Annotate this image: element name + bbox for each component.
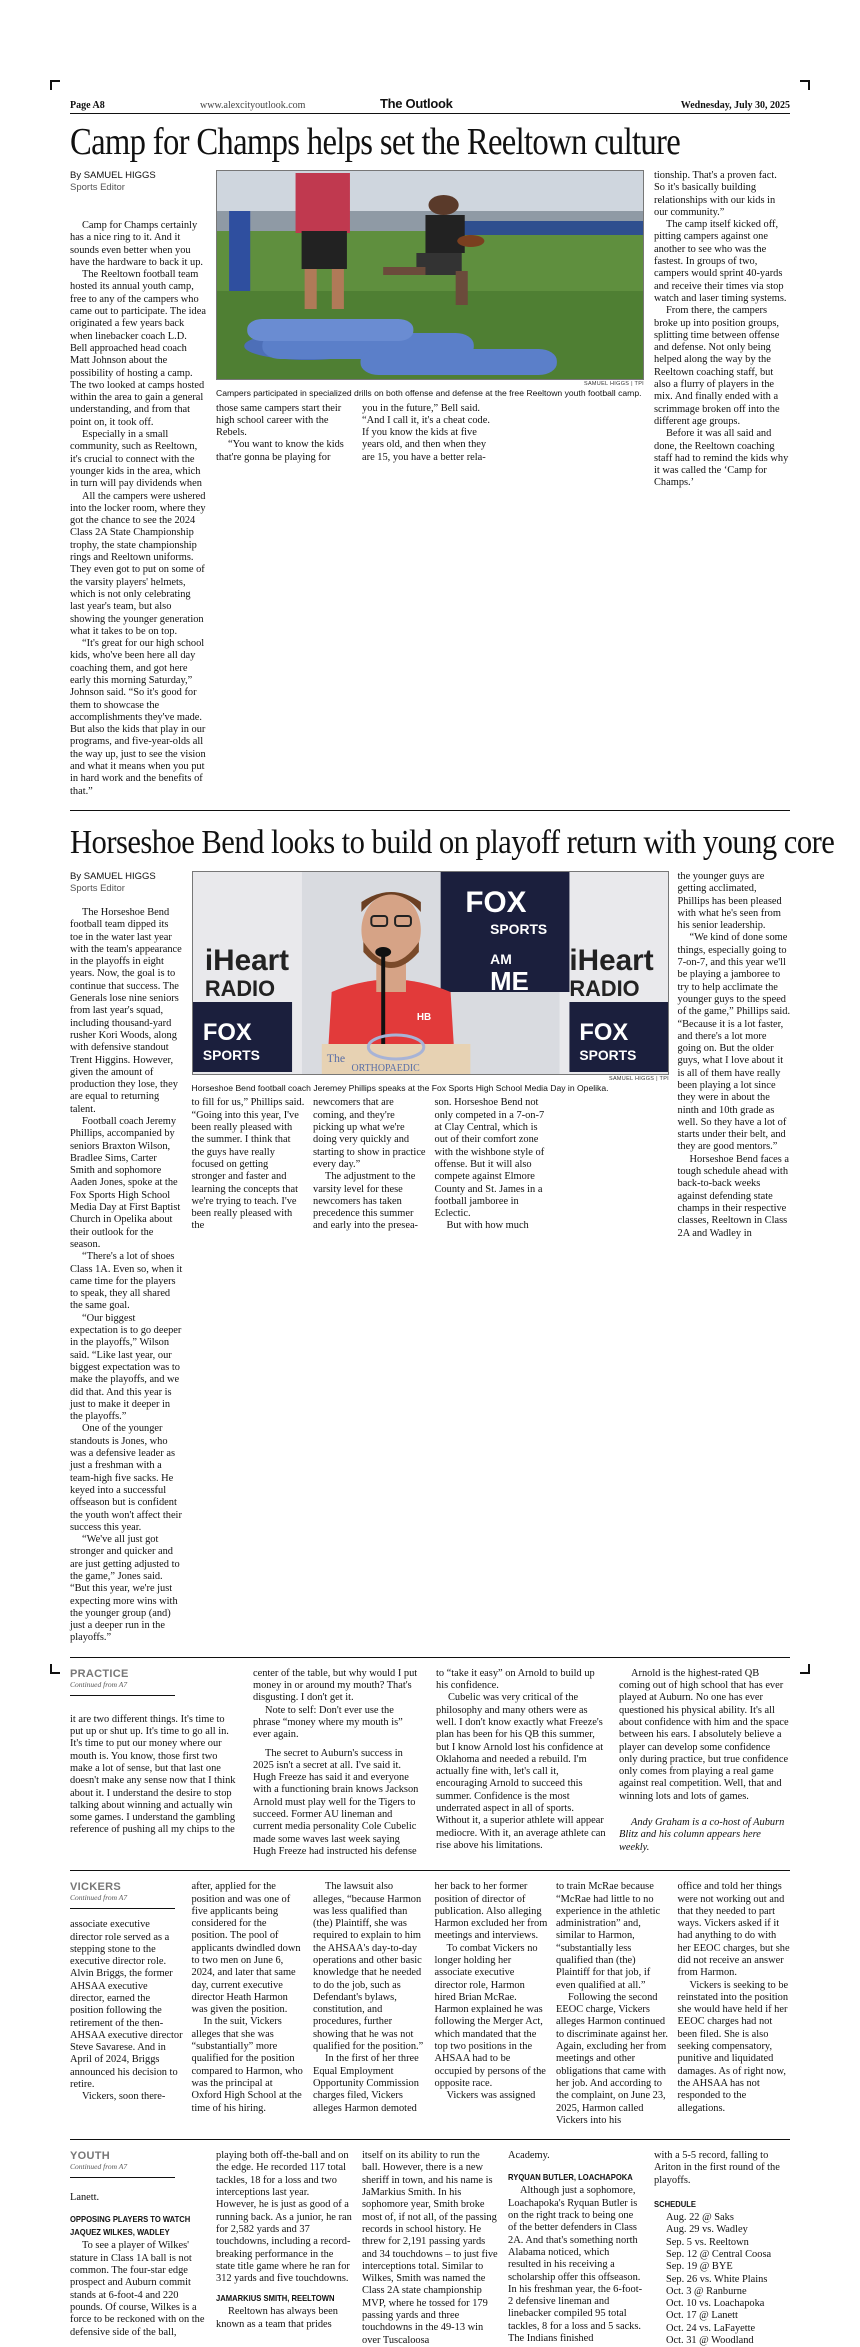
paragraph: But with how much (446, 1220, 529, 1232)
iheart-sign-right: iHeart (568, 943, 654, 977)
photo-caption: Horseshoe Bend football coach Jeremey Phillips speaks at the Fox Sports High School Media Day in Opelika. (191, 1082, 609, 1093)
vickers-column-1 (70, 1881, 183, 2127)
author-tagline: Andy Graham is a co-host of Auburn Blitz and his column appears here weekly. (619, 1817, 785, 1853)
jump-continued: Continued from A7 (70, 1679, 128, 1689)
paragraph: One of the younger standouts is Jones, who was a defensive leader as just a freshman with a team-high five sacks. He keyed into a successful offseason but is confident the youth won't affect their success this year. (70, 1423, 182, 1533)
story-camp (70, 120, 790, 798)
headline-camp: Camp for Champs helps set the Reeltown culture (70, 121, 681, 163)
schedule-heading: SCHEDULE (654, 2199, 696, 2210)
hb-column-6 (70, 1264, 183, 1645)
schedule-item: Oct. 3 @ Ranburne (666, 2285, 747, 2297)
paragraph: those same campers start their high school career with the Rebels. (216, 402, 342, 439)
paragraph: Arnold is the highest-rated QB coming out of high school that has ever played at Auburn. No one has ever questioned his physical ability. It's all about confidence with him and the space between his ears. I absolutely believe a player can develop some confidence only during practice, but true confidence only comes from playing a real game against real competition. Well, that and winning lots and lots of games. (619, 1667, 789, 1802)
paragraph: her back to her former position of director of publication. Also alleging Harmon excluded her from meetings and interviews. (434, 1881, 548, 1942)
headline-horseshoe-bend: Horseshoe Bend looks to build on playoff return with young core (70, 823, 835, 861)
paragraph: “It's great for our high school kids, who've been here all day coaching them, and got here early this morning Saturday,” Johnson said. “So it's good for them to showcase the accomplishments they've made. But also the kids that play in our programs, and five-year-olds all the way up, just to see the vision and what it means when you put in hard work and the benefits of that.” (70, 638, 206, 797)
practice-column-3 (436, 1668, 606, 1858)
podium-orthopaedic: ORTHOPAEDIC (351, 1062, 420, 1074)
youth-column-4 (508, 2150, 644, 2347)
crop-mark-bottom-left (50, 1664, 60, 1674)
paragraph: Class 1A. Even so, when it came time for the players to speak, they all shared the same goal. (70, 1263, 183, 1312)
me-sign: ME (489, 967, 529, 996)
paragraph: with a 5-5 record, falling to Ariton in the first round of the playoffs. (654, 2150, 780, 2186)
photo-credit: SAMUEL HIGGS | TPI (583, 381, 644, 387)
paragraph: The lawsuit also alleges, “because Harmon was less qualified than (the) Plaintiff, she was required to explain to him the AHSAA's day-to-day operations and other basic knowledge that he needed to do the job, such as Defendant's bylaws, constitution, and procedures, further showing that he was not qualified for the position.” (313, 1881, 424, 2053)
radio-sign-left: RADIO (204, 975, 275, 1001)
schedule-item: Aug. 29 vs. Wadley (666, 2224, 748, 2236)
paragraph: tionship. That's a proven fact. So it's basically building relationships with our kids in our community.” (654, 170, 777, 218)
subhead: JAQUEZ WILKES, WADLEY (70, 2227, 170, 2238)
paragraph: All the campers were ushered into the locker room, where they got the chance to see the 2024 Class 2A State Championship trophy, the state championship rings and Reeltown uniforms. They even got to put on some of the varsity players' helmets, which is not only celebrating last year's team, but also showing the younger generation what it takes to be on top. (70, 490, 206, 637)
jump-continued: Continued from A7 (70, 1893, 128, 1903)
paragraph: “Our biggest expectation is to go deeper in the playoffs,” Wilson said. “Like last year, our biggest expectation was to make the playoffs, and we did that. And this year is just to make it deeper in the playoffs.” (70, 1312, 182, 1423)
schedule-list (654, 2212, 790, 2347)
radio-sign-right: RADIO (568, 975, 640, 1001)
schedule-item: Oct. 24 vs. LaFayette (666, 2322, 756, 2334)
paragraph: In the suit, Vickers alleges that she was “substantially” more qualified for the position compared to Harmon, who was the principal at Oxford High School at the time of his hiring. (191, 2016, 303, 2114)
paragraph: “We kind of done some things, especially going to 7-on-7, and this year we'll be playing a jamboree to try to help acclimate the younger guys to the speed of the game,” Phillips said. “Because it is a lot faster, and there's a lot more going on. But the older guys, what I love about it is all of them have really been playing a lot since they were in about the ninth and 10th grade as well. So they have a lot of starts under their belt, and they are good mentors.” (677, 932, 791, 1153)
camp-column-2 (216, 403, 352, 464)
camp-photo-block (216, 170, 644, 491)
paragraph: to “take it easy” on Arnold to build up his confidence. (436, 1667, 595, 1692)
jump-heading: PRACTICE (70, 1667, 129, 1680)
vickers-column-5 (556, 1881, 669, 2127)
subhead: RYQUAN BUTLER, LOACHAPOKA (508, 2172, 633, 2183)
paragraph: Note to self: Don't ever use the phrase “money where my mouth is” ever again. (253, 1704, 403, 1741)
byline (70, 170, 206, 194)
schedule-item: Aug. 22 @ Saks (666, 2212, 734, 2224)
paragraph: Following the second EEOC charge, Vickers alleges Harmon continued to discriminate against her. Again, excluding her from meetings and other obligations that came with her job. And according to the complaint, on June 23, 2025, Harmon called Vickers into his (556, 1991, 668, 2126)
paragraph: The secret to Auburn's success in 2025 isn't a secret at all. I've said it. Hugh Freeze has said it and everyone with a functioning brain knows Jackson Arnold must play well for the Tigers to succeed. Former AU lineman and current media personality Cole Cubelic made some waves last week saying Hugh Freeze had instructed his defense (253, 1747, 419, 1857)
schedule-item: Oct. 31 @ Woodland (666, 2335, 754, 2347)
camp-column-5 (70, 491, 206, 798)
paragraph: The Horseshoe Bend football team dipped its toe in the water last year with the team's appearance in the playoffs in eight years. Now, the goal is to continue that success. The Generals lose nine seniors from last year's squad, including thousand-yard rusher Kori Woods, along with defensive standout Trent Higgins. However, given the amount of production they lose, they are equal to returning talent. (70, 906, 182, 1115)
paragraph: itself on its ability to run the ball. However, there is a new sheriff in town, and his name is JaMarkius Smith. In his sophomore year, Smith broke most of, if not all, of the passing records in school history. He threw for 2,191 passing yards and 34 touchdowns – to just five interceptions total. Similar to Wilkes, Smith was named the Class 2A state championship MVP, where he tossed for 179 passing yards and three touchdowns in the 49-13 win over Tuscaloosa (362, 2150, 498, 2346)
paragraph: Vickers is seeking to be reinstated into the position she would have held if her EEOC charges had not been filed. She is also seeking compensatory, punitive and liquidated damages. As of right now, the AHSAA has not responded to the allegations. (677, 1979, 789, 2114)
byline-author: By SAMUEL HIGGS (70, 870, 156, 882)
subhead: JAMARKIUS SMITH, REELTOWN (216, 2293, 335, 2304)
paragraph: son. Horseshoe Bend not only competed in a 7-on-7 at Clay Central, which is out of their comfort zone with the wishbone style of offense. But it will also compete against Elmore County and St. James in a football jamboree in Eclectic. (434, 1097, 545, 1220)
paragraph: office and told her things were not working out and that they needed to part ways. Vickers asked if it had anything to do with her EEOC charges, but she did not receive an answer from Harmon. (677, 1881, 790, 1979)
hb-columns (70, 871, 790, 1645)
practice-column-2 (253, 1668, 423, 1858)
camp-column-1 (70, 170, 206, 491)
paragraph: Although just a sophomore, Loachapoka's Ryquan Butler is on the right track to being one of the better defenders in Class 2A. And that's something north Alabama noticed, which resulted in his receiving a scholarship offer this offseason. In his freshman year, the 6-foot-2 defensive lineman and linebacker compiled 95 total tackles, 8 for a loss and 5 sacks. The Indians finished (508, 2185, 643, 2345)
jump-continued: Continued from A7 (70, 2162, 128, 2172)
sports-sign-top: SPORTS (489, 920, 547, 937)
folio-bar (70, 96, 790, 114)
jump-heading: VICKERS (70, 1881, 121, 1894)
camp-columns (70, 170, 790, 798)
practice-jump (70, 1668, 790, 1858)
paragraph: Football coach Jeremy Phillips, accompanied by seniors Braxton Wilson, Bradlee Sims, Carter Smith and sophomore Aaden Jones, spoke at the Fox Sports High School Media Day at First Baptist Church in Opelika about their outlook for the season. (70, 1116, 181, 1250)
schedule-item: Sep. 26 vs. White Plains (666, 2273, 768, 2285)
jump-rule (70, 1695, 175, 1696)
paragraph: playing both off-the-ball and on the edge. He recorded 117 total tackles, 18 for a loss and two interceptions last year. However, he is just as good of a running back. As a junior, he ran for 2,582 yards and 37 touchdowns, including a record-breaking performance in the state title game where he ran for 312 yards and five touchdowns. (216, 2150, 352, 2285)
section-divider (70, 1870, 790, 1871)
podium-the: The (326, 1050, 345, 1065)
paragraph: The camp itself kicked off, pitting campers against one another to see who was the fastest. In groups of two, campers would sprint 40-yards and receive their times via stop watch and laser timing systems. (654, 219, 787, 304)
fox-sign-top: FOX (464, 885, 526, 919)
youth-jump (70, 2150, 790, 2347)
youth-column-5 (654, 2150, 790, 2347)
paragraph: “You want to know the kids that're gonna be playing for (216, 439, 344, 463)
paragraph: Reeltown has always been known as a team that prides (216, 2306, 338, 2330)
photo-credit: SAMUEL HIGGS | TPI (608, 1075, 669, 1082)
section-divider (70, 2139, 790, 2140)
practice-column-4 (619, 1668, 789, 1858)
crop-mark-top-left (50, 80, 60, 90)
hb-column-3 (313, 1097, 426, 1232)
youth-column-1 (70, 2150, 206, 2347)
paragraph: Lanett. (70, 2192, 100, 2204)
paragraph: “We've all just got stronger and quicker and are just getting adjusted to the game,” Jones said. “But this year, we're just expecting more wins with the younger group (and) just a deeper run in the playoffs.” (70, 1534, 180, 1644)
paragraph: newcomers that are coming, and they're picking up what we're doing very quickly and starting to show in practice every day.” (313, 1097, 426, 1170)
hb-photo-image (193, 872, 669, 1074)
paragraph: to train McRae because “McRae had little to no experience in the athletic administration” and, similar to Harmon, “substantially less qualified than (the) Plaintiff for that job, if even qualified at all.” (556, 1881, 661, 1991)
crop-mark-bottom-right (800, 1664, 810, 1674)
section-divider (70, 810, 790, 811)
vickers-column-4 (435, 1881, 548, 2127)
paragraph: associate executive director role served as a stepping stone to the executive director role. Alvin Briggs, the former AHSAA executive director, earned the position following the retirement of the then-AHSAA executive director Steve Savarese. And in April of 2024, Briggs announced his decision to retire. (70, 1919, 183, 2091)
paragraph: to fill for us,” Phillips said. “Going into this year, I've been really pleased with the summer. I think that the guys have really focused on getting stronger and faster and learning the concepts that we're trying to teach. I've been really pleased with the (191, 1097, 305, 1232)
camp-column-4 (654, 170, 790, 491)
schedule-item: Sep. 5 vs. Reeltown (666, 2236, 749, 2248)
jump-rule (70, 2177, 175, 2178)
paragraph: To combat Vickers no longer holding her associate executive director role, Harmon hired Brian McRae. Harmon explained he was following the Merger Act, which mandated that the top two positions in the AHSAA had to be occupied by persons of the opposite race. (434, 1942, 546, 2089)
youth-column-2 (216, 2150, 352, 2347)
issue-date: Wednesday, July 30, 2025 (680, 100, 790, 111)
schedule-item: Oct. 17 @ Lanett (666, 2310, 738, 2322)
paragraph: Especially in a small community, such as Reeltown, it's crucial to connect with the younger kids in the area, which in turn will pay dividends when (70, 429, 202, 490)
paragraph: Academy. (508, 2150, 550, 2162)
jump-rule (70, 1908, 175, 1909)
paragraph: you in the future,” Bell said. “And I call it, it's a cheat code. If you know the kids at five years old, and then when they are 15, you have a better rela- (362, 402, 490, 463)
hb-column-1 (70, 871, 183, 1264)
subhead: OPPOSING PLAYERS TO WATCH (70, 2214, 191, 2225)
camp-photo-image (217, 171, 643, 379)
am-sign: AM (489, 950, 512, 967)
camp-column-3 (362, 403, 498, 464)
paragraph: The Reeltown football team hosted its annual youth camp, free to any of the campers who came out to participate. The idea originated a few years back when linebacker coach L.D. Bell approached head coach Matt Johnson about the possibility of hosting a camp. The two looked at camps hosted within the area to gain a general understanding, and from that point on, it took off. (70, 269, 206, 428)
vickers-column-3 (313, 1881, 426, 2127)
paragraph: Vickers was assigned (446, 2090, 536, 2102)
shirt-logo: HB (416, 1011, 431, 1023)
iheart-sign-left: iHeart (204, 943, 289, 977)
website-url[interactable]: www.alexcityoutlook.com (200, 100, 306, 111)
page-number: Page A8 (70, 100, 105, 111)
practice-column-1 (70, 1668, 240, 1858)
schedule-item: Sep. 12 @ Central Coosa (666, 2248, 772, 2260)
sports-sign-right: SPORTS (578, 1046, 636, 1063)
byline-title: Sports Editor (70, 182, 125, 193)
byline-author: By SAMUEL HIGGS (70, 170, 156, 181)
paper-name: The Outlook (380, 96, 453, 111)
vickers-column-2 (192, 1881, 305, 2127)
paragraph: Camp for Champs certainly has a nice ring to it. And it sounds even better when you have the hardware to back it up. (70, 220, 204, 268)
crop-mark-top-right (800, 80, 810, 90)
paragraph: “There's a lot of shoes (82, 1251, 175, 1263)
newspaper-page (70, 96, 835, 2347)
paragraph: In the first of her three Equal Employment Opportunity Commission charges filed, Vickers alleges Harmon demoted (313, 2053, 419, 2114)
hb-column-2 (192, 1097, 305, 1232)
vickers-jump (70, 1881, 790, 2127)
jump-heading: YOUTH (70, 2150, 110, 2163)
paragraph: From there, the campers broke up into position groups, splitting time between offense and defense. Not only being helped along the way by the Reeltown coaching staff, but also a flurry of players in the mix. And finally ended with a scrimmage broken off into the different age groups. (654, 305, 780, 427)
byline (70, 871, 183, 895)
paragraph: center of the table, but why would I put money in or around my mouth? That's disgusting. I don't get it. (253, 1667, 418, 1704)
paragraph: it are two different things. It's time to put up or shut up. It's time to go all in. It's time to put our money where our mouth is. You know, those first two make a lot of sense, but that last one doesn't make any sense now that I think about it. I understand the desire to stop talking about winning and actually win some games. I understand the gambling reference of pushing all my chips to the (70, 1713, 236, 1836)
paragraph: Horseshoe Bend faces a tough schedule ahead with back-to-back weeks against defending state champs in their respective classes, Reeltown in Class 2A and Wadley in (677, 1153, 790, 1239)
vickers-column-6 (678, 1881, 791, 2127)
paragraph: To see a player of Wilkes' stature in Class 1A ball is not common. The four-star edge prospect and Auburn commit stands at 6-foot-4 and 220 pounds. Of course, Wilkes is a force to be reckoned with on the defensive side of the ball, (70, 2240, 205, 2338)
photo-caption: Campers participated in specialized drills on both offense and defense at the free Reeltown youth football camp. (216, 388, 642, 398)
schedule-item: Sep. 19 @ BYE (666, 2261, 733, 2273)
section-divider (70, 1657, 790, 1658)
paragraph: The adjustment to the varsity level for these newcomers has taken precedence this summer and early into the presea- (313, 1171, 419, 1232)
hb-photo-block (192, 871, 670, 1264)
paragraph: after, applied for the position and was one of five applicants being considered for the position. The pool of applicants dwindled down to two men on June 6, 2024, and later that same day, current executive director Heath Harmon was given the position. (191, 1881, 301, 2016)
byline-title: Sports Editor (70, 882, 125, 894)
schedule-item: Oct. 10 vs. Loachapoka (666, 2298, 765, 2310)
hb-column-4 (435, 1097, 548, 1232)
hb-column-5 (678, 871, 791, 1264)
camp-photo[interactable] (216, 170, 644, 380)
fox-sign-right: FOX (578, 1018, 628, 1046)
paragraph: Before it was all said and done, the Reeltown coaching staff had to remind the kids why it was called the ‘Camp for Champs.’ (654, 428, 789, 489)
paragraph: Vickers, soon there- (82, 2091, 166, 2103)
hb-photo[interactable] (192, 871, 670, 1075)
story-horseshoe-bend (70, 821, 835, 1645)
sports-sign-left: SPORTS (202, 1046, 260, 1063)
youth-column-3 (362, 2150, 498, 2347)
fox-sign-left: FOX (202, 1018, 252, 1046)
paragraph: the younger guys are getting acclimated, Phillips has been pleased with what he's seen from his senior leadership. (677, 870, 782, 932)
paragraph: Cubelic was very critical of the philosophy and many others were as well. I don't know exactly what Freeze's plan has been for his QB this summer, but I know Arnold lost his confidence at Oklahoma and needed a rebuild. I'm actually fine with, let's call it, encouraging Arnold to succeed this summer. Confidence is the most underrated aspect in all of sports. Without it, a superior athlete will appear mediocre. With it, an average athlete can rise above his limitations. (436, 1692, 606, 1851)
